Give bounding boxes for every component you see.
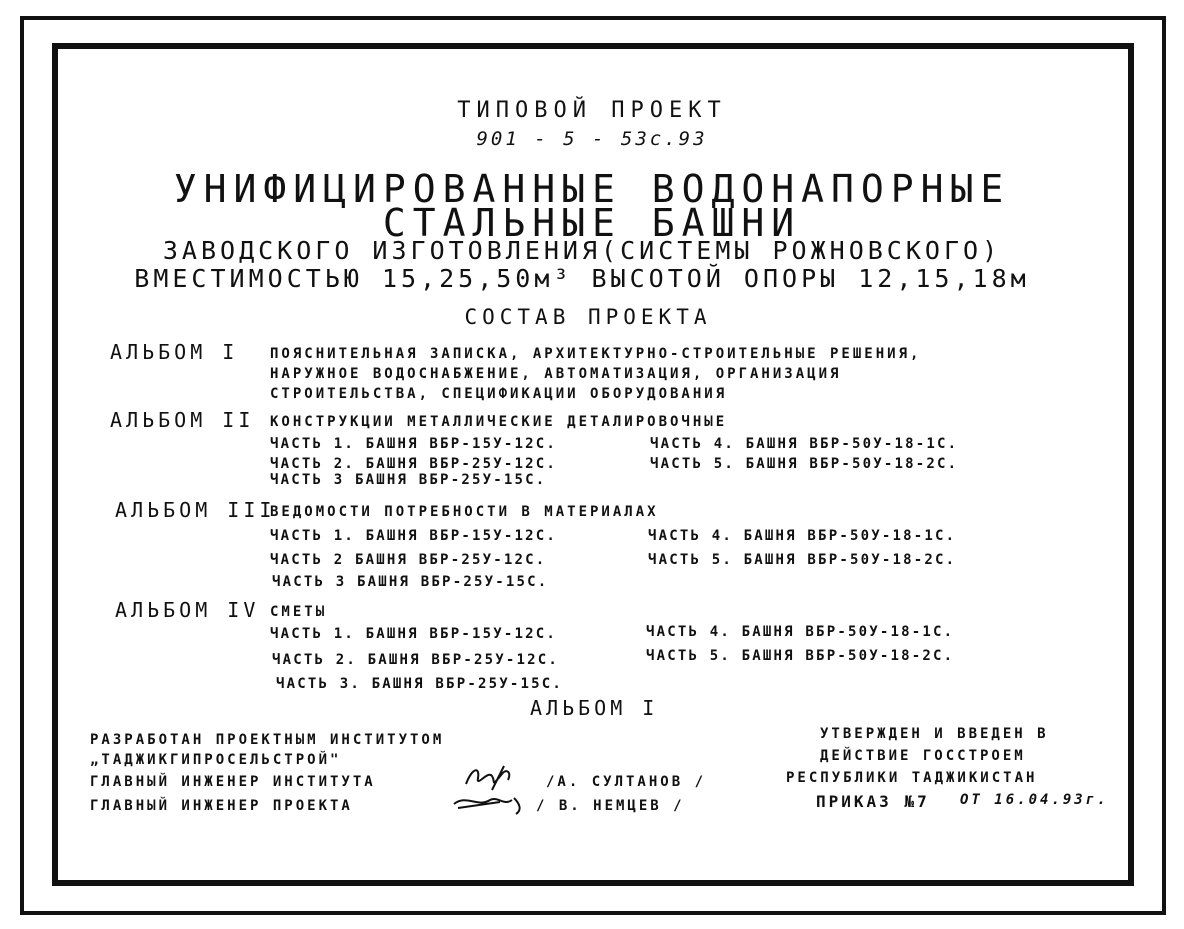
chief-project-label: ГЛАВНЫЙ ИНЖЕНЕР ПРОЕКТА (90, 798, 353, 814)
album-3-part-3: ЧАСТЬ 3 БАШНЯ ВБР-25У-15С. (272, 574, 549, 590)
album-4-part-2: ЧАСТЬ 2. БАШНЯ ВБР-25У-12С. (272, 652, 559, 668)
title-line-1: УНИФИЦИРОВАННЫЕ ВОДОНАПОРНЫЕ (173, 167, 1011, 211)
album-1-line-1: ПОЯСНИТЕЛЬНАЯ ЗАПИСКА, АРХИТЕКТУРНО-СТРОИТЕЛЬНЫЕ РЕШЕНИЯ, (270, 346, 922, 362)
album-4-heading: СМЕТЫ (270, 604, 328, 620)
album-3-label: АЛЬБОМ III (115, 498, 276, 522)
album-2-part-2: ЧАСТЬ 2. БАШНЯ ВБР-25У-12С. (270, 456, 557, 472)
order-date: ОТ 16.04.93г. (960, 792, 1109, 808)
doc-type: ТИПОВОЙ ПРОЕКТ (457, 98, 727, 123)
album-2-part-1: ЧАСТЬ 1. БАШНЯ ВБР-15У-12С. (270, 436, 557, 452)
album-1-label: АЛЬБОМ I (110, 340, 239, 364)
signature-nemtsev-icon (450, 790, 530, 818)
album-4-part-4: ЧАСТЬ 4. БАШНЯ ВБР-50У-18-1С. (646, 624, 955, 640)
album-2-part-5: ЧАСТЬ 5. БАШНЯ ВБР-50У-18-2С. (650, 456, 959, 472)
album-3-part-2: ЧАСТЬ 2 БАШНЯ ВБР-25У-12С. (270, 552, 547, 568)
current-album: АЛЬБОМ I (530, 696, 659, 720)
album-2-label: АЛЬБОМ II (110, 408, 255, 432)
album-3-part-1: ЧАСТЬ 1. БАШНЯ ВБР-15У-12С. (270, 528, 557, 544)
subtitle-line-1: ЗАВОДСКОГО ИЗГОТОВЛЕНИЯ(СИСТЕМЫ РОЖНОВСКОГО) (162, 236, 1002, 265)
album-1-line-3: СТРОИТЕЛЬСТВА, СПЕЦИФИКАЦИИ ОБОРУДОВАНИЯ (270, 386, 728, 402)
chief-project-name: / В. НЕМЦЕВ / (536, 798, 685, 814)
album-2-heading: КОНСТРУКЦИИ МЕТАЛЛИЧЕСКИЕ ДЕТАЛИРОВОЧНЫЕ (270, 414, 728, 430)
album-3-heading: ВЕДОМОСТИ ПОТРЕБНОСТИ В МАТЕРИАЛАХ (270, 504, 659, 520)
signature-sultanov-icon (462, 762, 528, 792)
album-4-part-1: ЧАСТЬ 1. БАШНЯ ВБР-15У-12С. (270, 626, 557, 642)
chief-institute-name: /А. СУЛТАНОВ / (546, 774, 707, 790)
approval-line-2: ДЕЙСТВИЕ ГОССТРОЕМ (820, 748, 1026, 764)
album-4-part-5: ЧАСТЬ 5. БАШНЯ ВБР-50У-18-2С. (646, 648, 955, 664)
chief-institute-label: ГЛАВНЫЙ ИНЖЕНЕР ИНСТИТУТА (90, 774, 376, 790)
subtitle-line-2: ВМЕСТИМОСТЬЮ 15,25,50м³ ВЫСОТОЙ ОПОРЫ 12,15,18м (134, 264, 1030, 293)
approval-line-3: РЕСПУБЛИКИ ТАДЖИКИСТАН (786, 770, 1038, 786)
album-2-part-3: ЧАСТЬ 3 БАШНЯ ВБР-25У-15С. (270, 472, 547, 488)
album-3-part-5: ЧАСТЬ 5. БАШНЯ ВБР-50У-18-2С. (648, 552, 957, 568)
title-line-2: СТАЛЬНЫЕ БАШНИ (382, 201, 802, 245)
album-2-part-4: ЧАСТЬ 4. БАШНЯ ВБР-50У-18-1С. (650, 436, 959, 452)
developer-institute: „ТАДЖИКГИПРОСЕЛЬСТРОЙ" (90, 752, 342, 768)
album-4-part-3: ЧАСТЬ 3. БАШНЯ ВБР-25У-15С. (276, 676, 563, 692)
album-4-label: АЛЬБОМ IV (115, 598, 260, 622)
album-1-line-2: НАРУЖНОЕ ВОДОСНАБЖЕНИЕ, АВТОМАТИЗАЦИЯ, ОРГАНИЗАЦИЯ (270, 366, 842, 382)
approval-line-1: УТВЕРЖДЕН И ВВЕДЕН В (820, 726, 1049, 742)
developer-line-1: РАЗРАБОТАН ПРОЕКТНЫМ ИНСТИТУТОМ (90, 732, 445, 748)
order-label: ПРИКАЗ №7 (816, 792, 930, 811)
project-number: 901 - 5 - 53с.93 (476, 128, 708, 150)
album-3-part-4: ЧАСТЬ 4. БАШНЯ ВБР-50У-18-1С. (648, 528, 957, 544)
composition-title: СОСТАВ ПРОЕКТА (464, 305, 712, 329)
